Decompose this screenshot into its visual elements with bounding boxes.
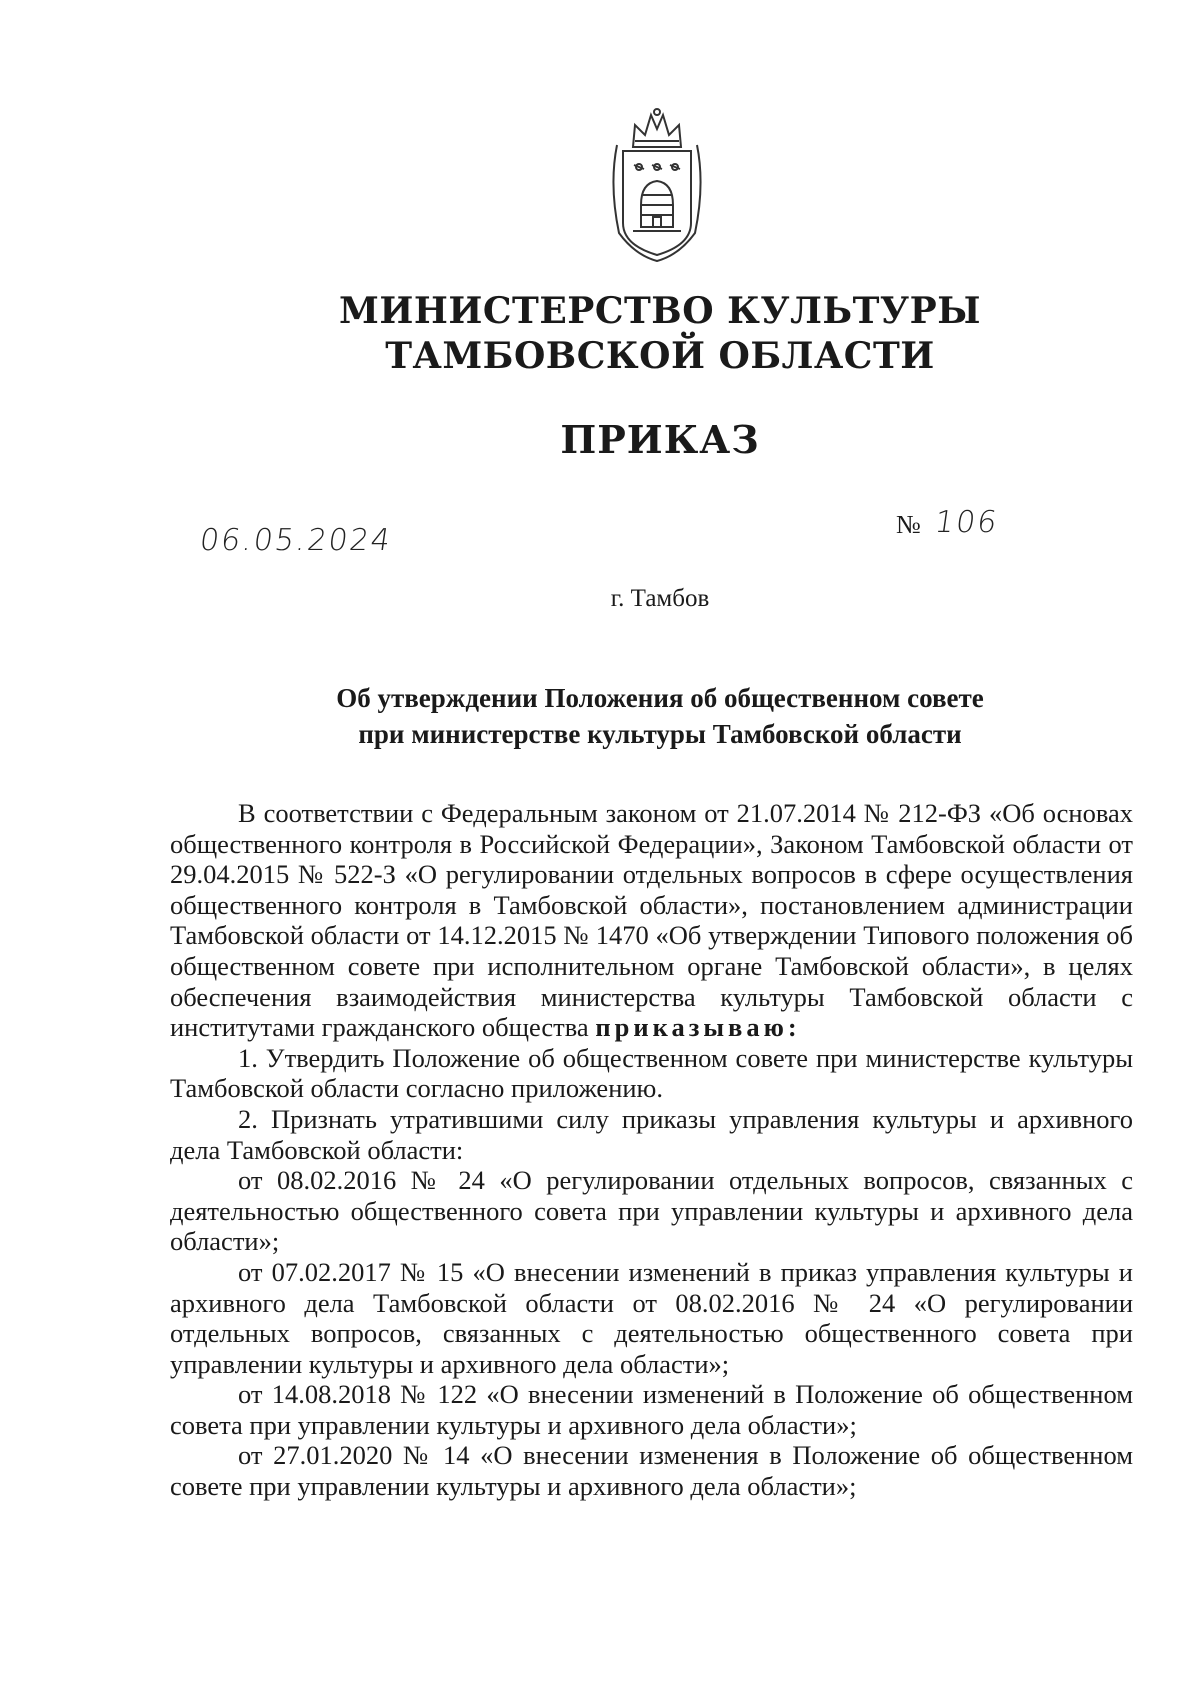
preamble-text: В соответствии с Федеральным законом от 21.07.2014 № 212-ФЗ «Об основах общественного контроля в Российской Федерации», Законом Тамбовской области от 29.04.2015 № 522-З «О регулировании отдельных вопросов в сфере осуществления общественного контроля в Тамбовской области», постановлением администрации Тамбовской области от 14.12.2015 № 1470 «Об утверждении Типового положения об общественном совете при исполнительном органе Тамбовской области», в целях обеспечения взаимодействия министерства культуры Тамбовской области с институтами гражданского общества [170,798,1133,1043]
organization-name-line1: МИНИСТЕРСТВО КУЛЬТУРЫ [339,290,981,332]
document-body [170,798,1133,1502]
document-type: ПРИКАЗ [560,417,760,462]
preamble-paragraph [170,798,1133,1043]
item-2-b: от 07.02.2017 № 15 «О внесении изменений в приказ управления культуры и архивного дела Тамбовской области от 08.02.2016 № 24 «О регулировании отдельных вопросов, связанных с деятельностью общественного совета при управлении культуры и архивного дела области»; [170,1256,1133,1379]
coat-of-arms-icon [605,105,709,263]
subject-line1: Об утверждении Положения об общественном совете [336,683,984,713]
item-2-c: от 14.08.2018 № 122 «О внесении изменений в Положение об общественном совета при управлении культуры и архивного дела области»; [170,1379,1133,1440]
item-1: 1. Утвердить Положение об общественном совете при министерстве культуры Тамбовской области согласно приложению. [170,1042,1133,1104]
number-label: № [896,510,921,539]
item-2: 2. Признать утратившими силу приказы управления культуры и архивного дела Тамбовской области: [170,1103,1133,1165]
order-word: приказываю: [595,1012,801,1043]
document-city: г. Тамбов [610,585,710,612]
item-2-a: от 08.02.2016 № 24 «О регулировании отдельных вопросов, связанных с деятельностью общественного совета при управлении культуры и архивного дела области»; [170,1165,1133,1257]
organization-name-line2: ТАМБОВСКОЙ ОБЛАСТИ [385,335,935,377]
item-2-d: от 27.01.2020 № 14 «О внесении изменения в Положение об общественном совете при управлении культуры и архивного дела области»; [170,1440,1133,1502]
document-subject [200,680,1120,752]
document-number: 106 [932,505,1001,540]
subject-line2: при министерстве культуры Тамбовской области [358,719,962,749]
document-date: 06.05.2024 [197,523,395,558]
